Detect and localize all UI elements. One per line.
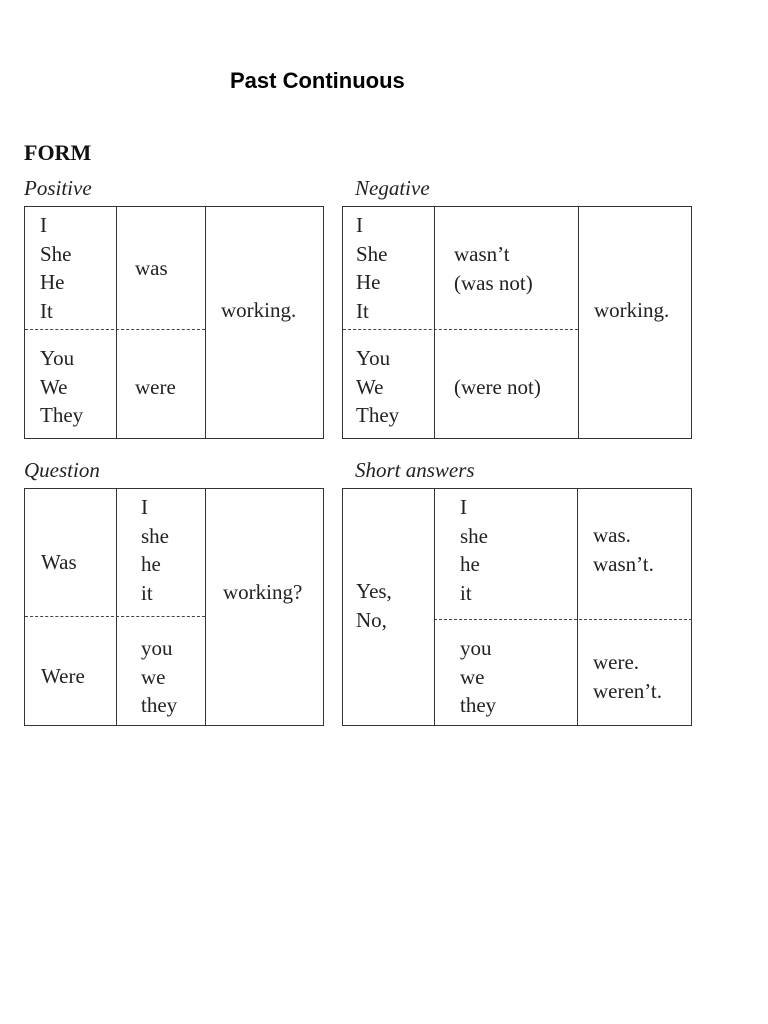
row-divider	[343, 329, 578, 330]
question-aux-plural: Were	[41, 664, 85, 688]
positive-pronouns-plural: You We They	[40, 346, 84, 427]
column-divider	[434, 489, 435, 725]
positive-verb-plural: were	[135, 375, 176, 399]
question-table	[24, 488, 324, 726]
question-pronouns-singular: I she he it	[141, 495, 169, 605]
question-label: Question	[24, 458, 100, 482]
form-heading: FORM	[24, 140, 92, 165]
short-answers-pronouns-singular: I she he it	[460, 495, 488, 605]
negative-verb-singular: wasn’t (was not)	[454, 242, 533, 295]
short-answers-table	[342, 488, 692, 726]
column-divider	[205, 489, 206, 725]
short-answers-pronouns-plural: you we they	[460, 636, 497, 717]
short-answers-singular: was. wasn’t.	[593, 523, 654, 576]
positive-table	[24, 206, 324, 439]
column-divider	[116, 489, 117, 725]
negative-pronouns-plural: You We They	[356, 346, 400, 427]
column-divider	[434, 207, 435, 438]
short-answers-label: Short answers	[355, 458, 475, 482]
column-divider	[205, 207, 206, 438]
positive-label: Positive	[24, 176, 92, 200]
negative-verb-plural: (were not)	[454, 375, 541, 399]
negative-pronouns-singular: I She He It	[356, 213, 388, 323]
positive-verb-singular: was	[135, 256, 168, 280]
positive-pronouns-singular: I She He It	[40, 213, 72, 323]
column-divider	[578, 207, 579, 438]
column-divider	[577, 489, 578, 725]
question-aux-singular: Was	[41, 550, 77, 574]
short-answers-yes-no: Yes, No,	[356, 579, 392, 632]
positive-main-verb: working.	[221, 298, 297, 322]
negative-label: Negative	[355, 176, 430, 200]
row-divider	[25, 616, 205, 617]
short-answers-plural: were. weren’t.	[593, 650, 662, 703]
negative-table	[342, 206, 692, 439]
question-pronouns-plural: you we they	[141, 636, 178, 717]
page-title: Past Continuous	[230, 68, 405, 93]
column-divider	[116, 207, 117, 438]
row-divider	[434, 619, 692, 620]
row-divider	[25, 329, 205, 330]
question-main-verb: working?	[223, 580, 303, 604]
negative-main-verb: working.	[594, 298, 670, 322]
